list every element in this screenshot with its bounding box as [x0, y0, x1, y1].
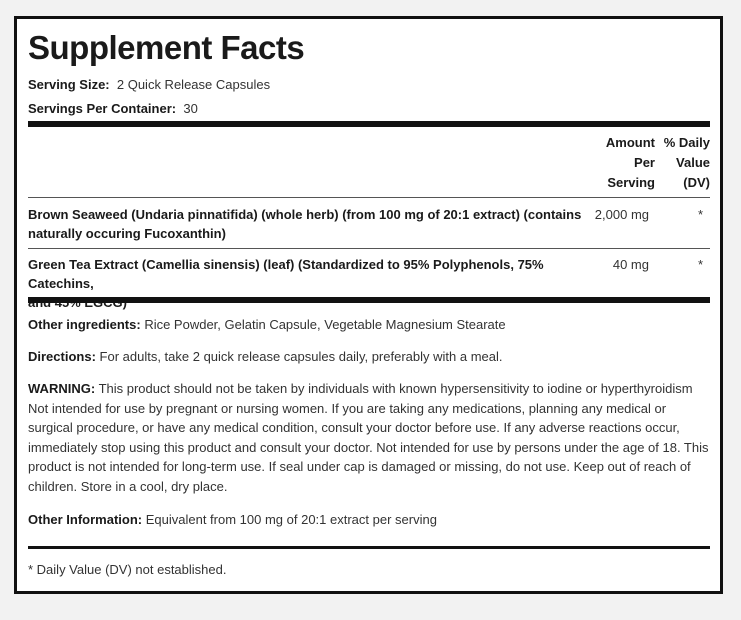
panel-title: Supplement Facts — [28, 29, 305, 66]
servings-per-container — [28, 101, 198, 116]
serving-size-label: Serving Size: — [28, 77, 110, 92]
supplement-facts-panel — [14, 16, 723, 594]
thick-divider-bottom — [28, 297, 710, 303]
serving-size-value: 2 Quick Release Capsules — [116, 77, 271, 92]
ingredient-dv: * — [697, 257, 703, 272]
other-ingredients — [28, 315, 718, 335]
warning-label: WARNING: — [28, 381, 96, 396]
other-information — [28, 510, 718, 530]
footnote-divider — [28, 546, 710, 549]
ingredient-name: Green Tea Extract (Camellia sinensis) (leaf) (Standardized to 95% Polyphenols, 75% Catechins, — [28, 257, 544, 291]
ingredient-dv: * — [697, 207, 703, 222]
other-information-text: Equivalent from 100 mg of 20:1 extract per serving — [145, 512, 437, 527]
thick-divider-top — [28, 121, 710, 127]
servings-per-container-label: Servings Per Container: — [28, 101, 177, 116]
ingredient-name: Brown Seaweed (Undaria pinnatifida) (whole herb) (from 100 mg of 20:1 extract) (contains naturally occuring Fucoxanthin) — [28, 207, 582, 241]
amount-per-serving-header: Amount Per Serving — [605, 135, 655, 190]
row-divider — [28, 248, 710, 249]
other-ingredients-text: Rice Powder, Gelatin Capsule, Vegetable Magnesium Stearate — [144, 317, 506, 332]
ingredient-amount: 2,000 mg — [594, 207, 649, 222]
header-divider — [28, 197, 710, 198]
other-information-label: Other Information: — [28, 512, 143, 527]
directions-text: For adults, take 2 quick release capsules daily, preferably with a meal. — [99, 349, 503, 364]
directions — [28, 347, 718, 367]
warning: WARNING: This product should not be taken by individuals with known hypersensitivity to iodine or hyperthyroidism Not intended for use by pregnant or nursing women. If you are taking any medications, planning any medical or surgical procedure, or have any medical condition, consult your doctor before use. If any adverse reactions occur, immediately stop using this product and consult your doctor. Not intended for use by persons under the age of 18. This product is not intended for long-term use. If seal under cap is damaged or missing, do not use. Keep out of reach of children. Store in a cool, dry place. — [28, 381, 709, 494]
footnote: * Daily Value (DV) not established. — [28, 562, 227, 577]
ingredient-amount: 40 mg — [612, 257, 649, 272]
serving-size — [28, 77, 270, 92]
other-ingredients-label: Other ingredients: — [28, 317, 141, 332]
directions-label: Directions: — [28, 349, 96, 364]
servings-per-container-value: 30 — [183, 101, 198, 116]
daily-value-header: % Daily Value (DV) — [663, 135, 710, 190]
